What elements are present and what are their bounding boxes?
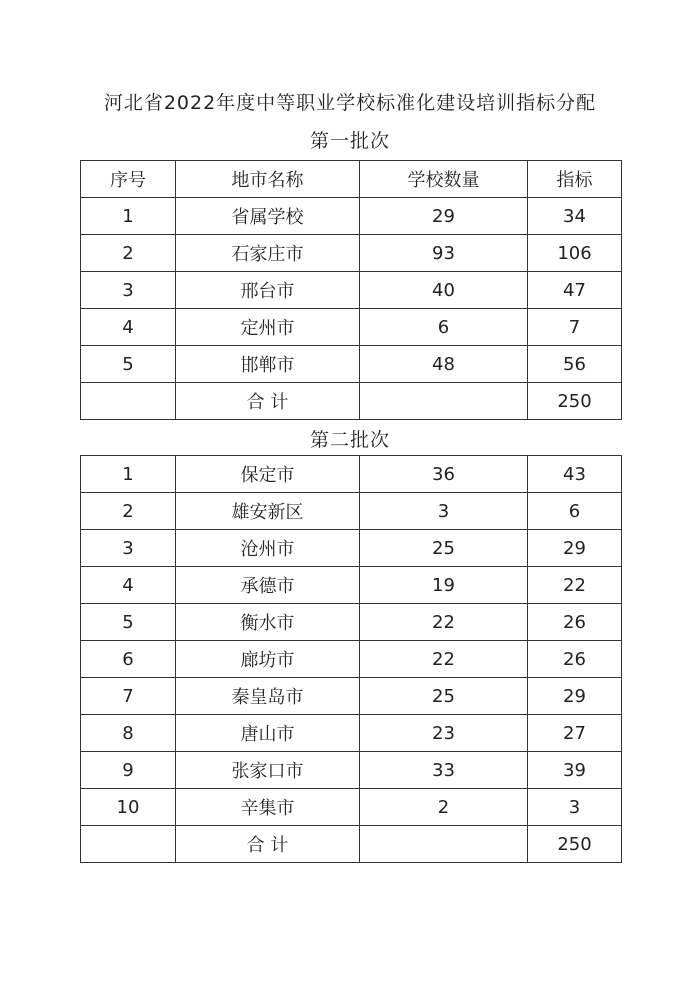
document-title: 河北省2022年度中等职业学校标准化建设培训指标分配 bbox=[103, 92, 597, 114]
header-quota: 指标 bbox=[528, 161, 622, 198]
table-row bbox=[81, 272, 622, 309]
row-no: 4 bbox=[81, 309, 176, 346]
table-row bbox=[81, 346, 622, 383]
table-row bbox=[81, 530, 622, 567]
row-quota: 22 bbox=[528, 567, 622, 604]
total-label: 合 计 bbox=[176, 826, 360, 863]
table-row bbox=[81, 198, 622, 235]
table-row bbox=[81, 715, 622, 752]
row-schools: 6 bbox=[360, 309, 528, 346]
total-row bbox=[81, 383, 622, 420]
total-label: 合 计 bbox=[176, 383, 360, 420]
row-city: 廊坊市 bbox=[176, 641, 360, 678]
table-row bbox=[81, 309, 622, 346]
row-quota: 39 bbox=[528, 752, 622, 789]
batch1-table bbox=[80, 160, 622, 420]
row-schools: 19 bbox=[360, 567, 528, 604]
row-quota: 7 bbox=[528, 309, 622, 346]
row-city: 张家口市 bbox=[176, 752, 360, 789]
row-schools: 48 bbox=[360, 346, 528, 383]
table-row bbox=[81, 456, 622, 493]
total-quota: 250 bbox=[528, 826, 622, 863]
total-no-empty bbox=[81, 826, 176, 863]
row-no: 6 bbox=[81, 641, 176, 678]
row-city: 邢台市 bbox=[176, 272, 360, 309]
row-city: 衡水市 bbox=[176, 604, 360, 641]
row-schools: 33 bbox=[360, 752, 528, 789]
row-schools: 22 bbox=[360, 604, 528, 641]
header-schools: 学校数量 bbox=[360, 161, 528, 198]
table-row bbox=[81, 678, 622, 715]
row-schools: 25 bbox=[360, 530, 528, 567]
row-no: 5 bbox=[81, 604, 176, 641]
row-no: 7 bbox=[81, 678, 176, 715]
row-city: 定州市 bbox=[176, 309, 360, 346]
row-city: 保定市 bbox=[176, 456, 360, 493]
row-schools: 2 bbox=[360, 789, 528, 826]
row-quota: 106 bbox=[528, 235, 622, 272]
row-city: 邯郸市 bbox=[176, 346, 360, 383]
row-schools: 22 bbox=[360, 641, 528, 678]
total-quota: 250 bbox=[528, 383, 622, 420]
row-no: 4 bbox=[81, 567, 176, 604]
row-quota: 56 bbox=[528, 346, 622, 383]
header-city: 地市名称 bbox=[176, 161, 360, 198]
row-no: 9 bbox=[81, 752, 176, 789]
row-quota: 43 bbox=[528, 456, 622, 493]
row-quota: 26 bbox=[528, 641, 622, 678]
row-schools: 29 bbox=[360, 198, 528, 235]
batch1-title: 第一批次 bbox=[309, 130, 390, 152]
row-schools: 25 bbox=[360, 678, 528, 715]
total-schools-empty bbox=[360, 826, 528, 863]
table-row bbox=[81, 604, 622, 641]
row-no: 5 bbox=[81, 346, 176, 383]
row-city: 雄安新区 bbox=[176, 493, 360, 530]
row-schools: 23 bbox=[360, 715, 528, 752]
row-schools: 36 bbox=[360, 456, 528, 493]
table-row bbox=[81, 641, 622, 678]
row-city: 秦皇岛市 bbox=[176, 678, 360, 715]
row-no: 8 bbox=[81, 715, 176, 752]
row-city: 辛集市 bbox=[176, 789, 360, 826]
total-no-empty bbox=[81, 383, 176, 420]
row-city: 沧州市 bbox=[176, 530, 360, 567]
batch2-table bbox=[80, 455, 622, 863]
row-schools: 3 bbox=[360, 493, 528, 530]
row-city: 石家庄市 bbox=[176, 235, 360, 272]
table-header-row bbox=[81, 161, 622, 198]
total-schools-empty bbox=[360, 383, 528, 420]
table-row bbox=[81, 567, 622, 604]
row-no: 2 bbox=[81, 235, 176, 272]
table-row bbox=[81, 493, 622, 530]
batch2-title: 第二批次 bbox=[309, 429, 390, 451]
row-city: 省属学校 bbox=[176, 198, 360, 235]
row-no: 1 bbox=[81, 198, 176, 235]
row-city: 承德市 bbox=[176, 567, 360, 604]
row-quota: 47 bbox=[528, 272, 622, 309]
row-schools: 40 bbox=[360, 272, 528, 309]
row-no: 1 bbox=[81, 456, 176, 493]
row-no: 3 bbox=[81, 530, 176, 567]
row-quota: 6 bbox=[528, 493, 622, 530]
table-row bbox=[81, 789, 622, 826]
row-quota: 3 bbox=[528, 789, 622, 826]
table-row bbox=[81, 752, 622, 789]
row-quota: 27 bbox=[528, 715, 622, 752]
row-no: 3 bbox=[81, 272, 176, 309]
row-schools: 93 bbox=[360, 235, 528, 272]
row-no: 10 bbox=[81, 789, 176, 826]
total-row bbox=[81, 826, 622, 863]
row-quota: 29 bbox=[528, 678, 622, 715]
row-quota: 26 bbox=[528, 604, 622, 641]
header-no: 序号 bbox=[81, 161, 176, 198]
row-quota: 29 bbox=[528, 530, 622, 567]
row-no: 2 bbox=[81, 493, 176, 530]
row-quota: 34 bbox=[528, 198, 622, 235]
row-city: 唐山市 bbox=[176, 715, 360, 752]
table-row bbox=[81, 235, 622, 272]
